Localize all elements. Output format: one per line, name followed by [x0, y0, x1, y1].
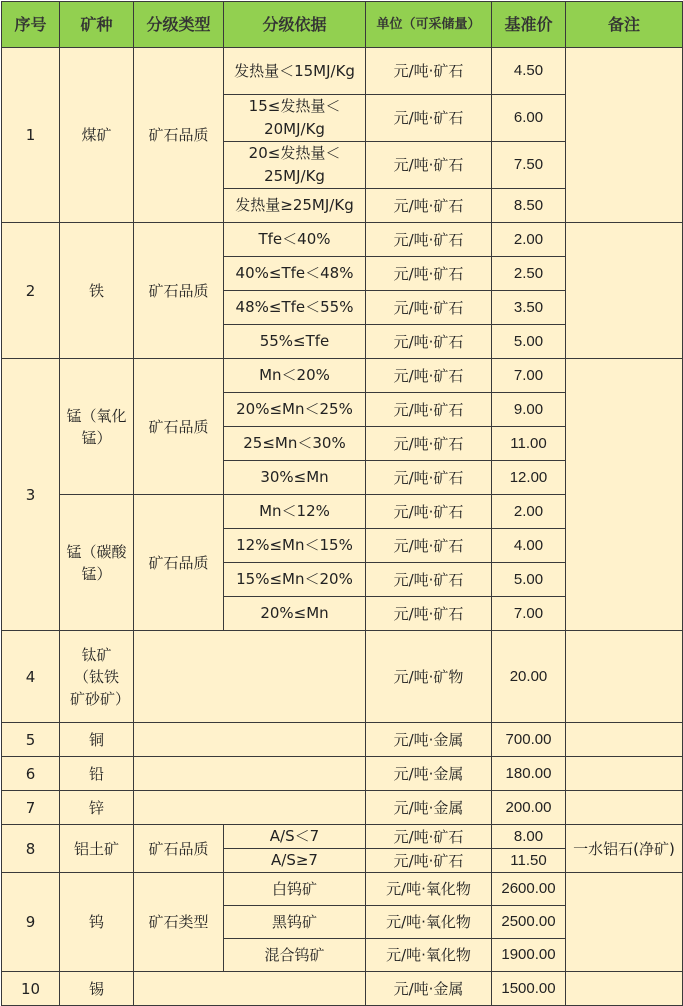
row-no: 9 — [2, 873, 60, 972]
row-no: 2 — [2, 223, 60, 359]
table-row — [2, 48, 683, 95]
grade-blank — [134, 791, 366, 825]
remark — [566, 223, 683, 359]
header-grade-type: 分级类型 — [134, 2, 224, 48]
table-row — [2, 873, 683, 906]
grade-type: 矿石品质 — [134, 48, 224, 223]
base-price: 2.00 — [492, 223, 566, 257]
remark — [566, 48, 683, 223]
grade-type: 矿石品质 — [134, 825, 224, 873]
base-price: 2.00 — [492, 495, 566, 529]
row-no: 8 — [2, 825, 60, 873]
unit: 元/吨·矿石 — [366, 495, 492, 529]
grade-basis: 55%≤Tfe — [224, 325, 366, 359]
base-price: 4.50 — [492, 48, 566, 95]
base-price: 2500.00 — [492, 906, 566, 939]
grade-blank — [134, 972, 366, 1006]
grade-basis: 25≤Mn＜30% — [224, 427, 366, 461]
grade-type: 矿石品质 — [134, 495, 224, 631]
unit: 元/吨·金属 — [366, 972, 492, 1006]
grade-basis: 黑钨矿 — [224, 906, 366, 939]
mineral-name: 铝土矿 — [60, 825, 134, 873]
mineral-name: 钨 — [60, 873, 134, 972]
remark — [566, 873, 683, 972]
base-price: 9.00 — [492, 393, 566, 427]
grade-basis: 15%≤Mn＜20% — [224, 563, 366, 597]
base-price: 3.50 — [492, 291, 566, 325]
table-row — [2, 359, 683, 393]
base-price: 7.00 — [492, 359, 566, 393]
grade-blank — [134, 757, 366, 791]
row-no: 10 — [2, 972, 60, 1006]
row-no: 3 — [2, 359, 60, 631]
unit: 元/吨·矿石 — [366, 291, 492, 325]
grade-basis: 发热量≥25MJ/Kg — [224, 189, 366, 223]
unit: 元/吨·矿石 — [366, 393, 492, 427]
unit: 元/吨·矿石 — [366, 427, 492, 461]
row-no: 7 — [2, 791, 60, 825]
header-remark: 备注 — [566, 2, 683, 48]
header-grade-basis: 分级依据 — [224, 2, 366, 48]
mineral-name: 锰（碳酸锰） — [60, 495, 134, 631]
row-no: 6 — [2, 757, 60, 791]
table-row — [2, 223, 683, 257]
unit: 元/吨·矿石 — [366, 48, 492, 95]
base-price: 7.00 — [492, 597, 566, 631]
header-base-price: 基准价 — [492, 2, 566, 48]
base-price: 20.00 — [492, 631, 566, 723]
grade-basis: 48%≤Tfe＜55% — [224, 291, 366, 325]
base-price: 7.50 — [492, 142, 566, 189]
row-no: 1 — [2, 48, 60, 223]
unit: 元/吨·金属 — [366, 723, 492, 757]
base-price: 180.00 — [492, 757, 566, 791]
mineral-name: 铜 — [60, 723, 134, 757]
table-row — [2, 631, 683, 723]
table-row — [2, 791, 683, 825]
base-price: 700.00 — [492, 723, 566, 757]
base-price: 200.00 — [492, 791, 566, 825]
grade-type: 矿石品质 — [134, 359, 224, 495]
base-price: 11.00 — [492, 427, 566, 461]
remark — [566, 359, 683, 631]
header-unit: 单位（可采储量） — [366, 2, 492, 48]
base-price: 1500.00 — [492, 972, 566, 1006]
base-price: 5.00 — [492, 325, 566, 359]
mineral-name: 铅 — [60, 757, 134, 791]
header-mineral: 矿种 — [60, 2, 134, 48]
header-row — [2, 2, 683, 48]
unit: 元/吨·矿石 — [366, 849, 492, 873]
remark — [566, 723, 683, 757]
mineral-name: 煤矿 — [60, 48, 134, 223]
mineral-price-table — [1, 1, 683, 1006]
mineral-name: 锰（氧化锰） — [60, 359, 134, 495]
grade-basis: 20%≤Mn＜25% — [224, 393, 366, 427]
grade-basis: 40%≤Tfe＜48% — [224, 257, 366, 291]
mineral-name: 锌 — [60, 791, 134, 825]
unit: 元/吨·金属 — [366, 757, 492, 791]
base-price: 8.50 — [492, 189, 566, 223]
table-row — [2, 757, 683, 791]
unit: 元/吨·矿石 — [366, 223, 492, 257]
mineral-name: 铁 — [60, 223, 134, 359]
base-price: 11.50 — [492, 849, 566, 873]
grade-basis: 白钨矿 — [224, 873, 366, 906]
remark — [566, 757, 683, 791]
unit: 元/吨·矿石 — [366, 325, 492, 359]
unit: 元/吨·氧化物 — [366, 873, 492, 906]
base-price: 5.00 — [492, 563, 566, 597]
unit: 元/吨·矿石 — [366, 189, 492, 223]
base-price: 2.50 — [492, 257, 566, 291]
grade-basis: 发热量＜15MJ/Kg — [224, 48, 366, 95]
unit: 元/吨·金属 — [366, 791, 492, 825]
grade-basis: A/S＜7 — [224, 825, 366, 849]
unit: 元/吨·矿石 — [366, 597, 492, 631]
base-price: 12.00 — [492, 461, 566, 495]
row-no: 4 — [2, 631, 60, 723]
unit: 元/吨·氧化物 — [366, 906, 492, 939]
remark — [566, 972, 683, 1006]
mineral-name: 钛矿（钛铁矿砂矿） — [60, 631, 134, 723]
remark — [566, 791, 683, 825]
unit: 元/吨·矿石 — [366, 359, 492, 393]
base-price: 1900.00 — [492, 939, 566, 972]
base-price: 2600.00 — [492, 873, 566, 906]
grade-type: 矿石类型 — [134, 873, 224, 972]
grade-basis: A/S≥7 — [224, 849, 366, 873]
grade-basis: 15≤发热量＜20MJ/Kg — [224, 95, 366, 142]
mineral-name: 锡 — [60, 972, 134, 1006]
table-row — [2, 723, 683, 757]
grade-basis: 30%≤Mn — [224, 461, 366, 495]
table-row — [2, 972, 683, 1006]
grade-basis: Mn＜20% — [224, 359, 366, 393]
grade-blank — [134, 631, 366, 723]
remark — [566, 631, 683, 723]
unit: 元/吨·氧化物 — [366, 939, 492, 972]
grade-basis: 混合钨矿 — [224, 939, 366, 972]
row-no: 5 — [2, 723, 60, 757]
base-price: 6.00 — [492, 95, 566, 142]
grade-basis: 20%≤Mn — [224, 597, 366, 631]
header-no: 序号 — [2, 2, 60, 48]
unit: 元/吨·矿石 — [366, 461, 492, 495]
unit: 元/吨·矿石 — [366, 95, 492, 142]
table-row — [2, 825, 683, 849]
unit: 元/吨·矿石 — [366, 142, 492, 189]
unit: 元/吨·矿石 — [366, 257, 492, 291]
grade-blank — [134, 723, 366, 757]
base-price: 4.00 — [492, 529, 566, 563]
unit: 元/吨·矿石 — [366, 825, 492, 849]
grade-basis: Mn＜12% — [224, 495, 366, 529]
remark: 一水铝石(净矿) — [566, 825, 683, 873]
grade-basis: 12%≤Mn＜15% — [224, 529, 366, 563]
unit: 元/吨·矿石 — [366, 529, 492, 563]
base-price: 8.00 — [492, 825, 566, 849]
unit: 元/吨·矿物 — [366, 631, 492, 723]
grade-basis: 20≤发热量＜25MJ/Kg — [224, 142, 366, 189]
grade-type: 矿石品质 — [134, 223, 224, 359]
grade-basis: Tfe＜40% — [224, 223, 366, 257]
unit: 元/吨·矿石 — [366, 563, 492, 597]
